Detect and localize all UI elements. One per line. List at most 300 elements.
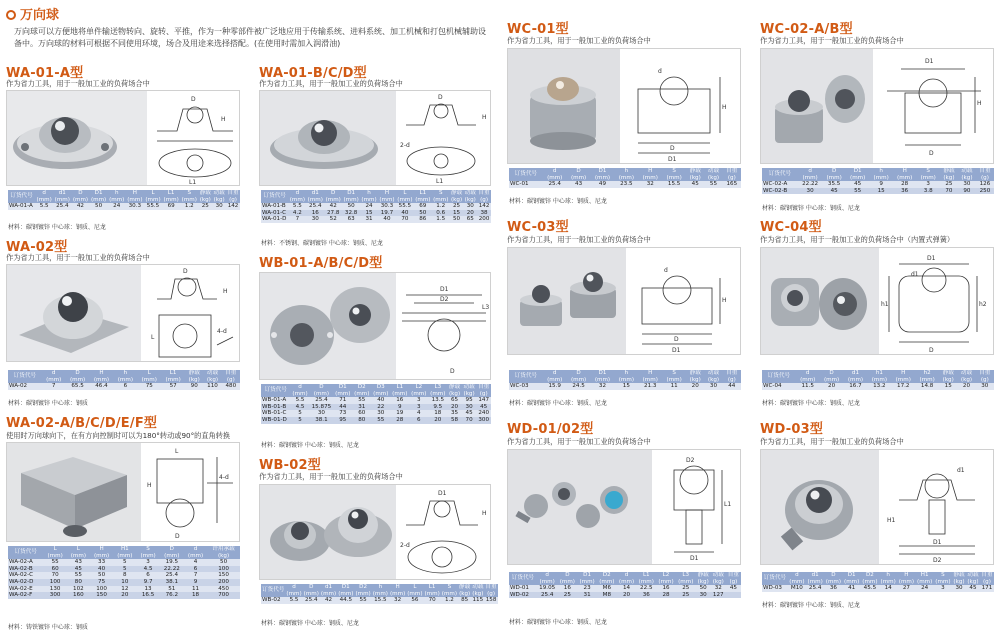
col-header: 静载 (kg) — [448, 384, 461, 397]
table-row — [261, 404, 491, 411]
cell: 22.22 — [160, 566, 184, 573]
cell: 15.5 — [662, 181, 686, 188]
svg-text:D1: D1 — [668, 156, 677, 163]
spec-table-wa01bcd — [261, 190, 491, 223]
col-header: 订货代号 — [8, 370, 42, 383]
col-header: 自重 (g) — [727, 572, 739, 585]
cell: 7 — [184, 572, 207, 579]
col-header: L3 (mm) — [676, 572, 696, 585]
cell: 33 — [90, 559, 113, 566]
cell: 32 — [711, 585, 726, 592]
cell: 55 — [354, 597, 371, 604]
col-header: 静载 (kg) — [939, 370, 957, 383]
cell: 19.5 — [160, 559, 184, 566]
col-header: S (mm) — [441, 584, 458, 597]
cell: 44 — [333, 404, 352, 411]
table-row — [762, 188, 994, 195]
cell: 15 — [450, 210, 464, 217]
catalog-heading — [6, 4, 59, 23]
col-header: 动载 (kg) — [464, 190, 476, 203]
svg-text:D: D — [183, 268, 188, 275]
spec-table-wc03 — [509, 370, 741, 390]
cell — [726, 592, 741, 599]
cell: 63 — [342, 216, 360, 223]
col-header: 订货代号 — [261, 190, 288, 203]
cell: 75 — [90, 579, 113, 586]
table-row — [509, 383, 741, 390]
cell: 25.4 — [306, 203, 324, 210]
cell: 9.7 — [136, 579, 159, 586]
cell: 9 — [184, 579, 207, 586]
svg-text:L: L — [151, 334, 155, 341]
section-title-wc02ab: WC-02-A/B型 — [760, 22, 853, 37]
cell: 9 — [869, 181, 893, 188]
cell: 45 — [726, 585, 741, 592]
cell: 85 — [458, 597, 471, 604]
col-header: h (mm) — [372, 584, 388, 597]
col-header: d1 (mm) — [54, 190, 70, 203]
cell: 4 — [184, 559, 207, 566]
section-title-wa01a: WA-01-A型 — [6, 66, 84, 81]
col-header: h (mm) — [113, 370, 137, 383]
table-header-row — [762, 572, 994, 585]
col-header: 自重 (g) — [478, 190, 490, 203]
svg-text:D1: D1 — [927, 255, 936, 262]
cell: 32 — [638, 181, 662, 188]
col-header: D3 (mm) — [373, 384, 389, 397]
svg-text:D: D — [191, 96, 196, 103]
col-header: d (mm) — [543, 370, 567, 383]
col-header: 动载 (kg) — [472, 584, 484, 597]
svg-text:L1: L1 — [436, 178, 444, 185]
cell: 22.5 — [636, 585, 656, 592]
cell: 6 — [184, 566, 207, 573]
cell: 30 — [463, 203, 477, 210]
section-desc-wa01bcd: 作为省力工具，用于一般加工业的负荷场合中 — [259, 79, 403, 88]
cell: 23 — [577, 585, 597, 592]
cell: WB-01-D — [261, 417, 291, 424]
cell: 38 — [477, 210, 491, 217]
material-note-wc01: 材料：碳钢镀锌 中心球：钢质、尼龙 — [509, 198, 607, 205]
cell: 0.6 — [432, 210, 450, 217]
svg-text:D1: D1 — [925, 58, 934, 65]
col-header: 自重 (g) — [485, 584, 497, 597]
col-header: 自重 (g) — [723, 168, 741, 181]
cell: 28 — [390, 417, 409, 424]
cell: 50 — [342, 203, 360, 210]
col-header: D1 (mm) — [591, 370, 615, 383]
col-header: L (mm) — [407, 584, 423, 597]
cell: WA-02-B — [8, 566, 44, 573]
section-desc-wa01a: 作为省力工具，用于一般加工业的负荷场合中 — [6, 79, 150, 88]
col-header: L1 (mm) — [161, 370, 185, 383]
col-header: 动载 (kg) — [704, 168, 722, 181]
col-header: 静载 (kg) — [686, 168, 704, 181]
cell: 20 — [463, 210, 477, 217]
cell: WA-02-F — [8, 592, 44, 599]
col-header: D2 (mm) — [354, 384, 370, 397]
cell: 5.5 — [288, 203, 306, 210]
cell: 55.5 — [144, 203, 162, 210]
col-header: 静载 (kg) — [199, 190, 211, 203]
table-row — [762, 181, 994, 188]
cell: 31 — [360, 216, 378, 223]
cell: 17.2 — [891, 383, 915, 390]
cell: 14 — [617, 585, 637, 592]
cell: 27.8 — [324, 210, 342, 217]
col-header: L (mm) — [67, 546, 90, 559]
cell: 19 — [390, 410, 409, 417]
cell: 60 — [44, 566, 67, 573]
col-header: 自重 (g) — [981, 572, 993, 585]
cell: 70 — [940, 188, 958, 195]
cell: 15 — [869, 188, 893, 195]
col-header: L1 (mm) — [163, 190, 179, 203]
svg-text:L1: L1 — [189, 179, 197, 186]
col-header: D1 (mm) — [577, 572, 597, 585]
table-row — [8, 566, 240, 573]
spec-table-wc02ab — [762, 168, 994, 194]
cell: 4.5 — [291, 404, 310, 411]
cell: 3 — [409, 397, 428, 404]
table-header-row — [261, 384, 491, 397]
svg-text:D: D — [670, 145, 675, 152]
table-header-row — [261, 584, 498, 597]
svg-text:D2: D2 — [440, 296, 449, 303]
cell: 15.875 — [310, 404, 334, 411]
cell: 15.9 — [543, 383, 567, 390]
section-desc-wc04: 作为省力工具，用于一般加工业的负荷场合中（内置式弹簧） — [760, 235, 955, 244]
col-header: L1 (mm) — [415, 190, 431, 203]
cell: 50 — [450, 216, 464, 223]
cell: WA-01-D — [261, 216, 288, 223]
catalog-title: 万向球 — [20, 8, 60, 23]
cell: 21.3 — [638, 383, 662, 390]
col-header: 静载 (kg) — [697, 572, 709, 585]
cell: 50 — [90, 572, 113, 579]
svg-text:L1: L1 — [724, 501, 732, 508]
cell: 30 — [952, 585, 966, 592]
cell: 142 — [478, 203, 490, 210]
spec-table-wd03 — [762, 572, 994, 592]
col-header: h (mm) — [109, 190, 125, 203]
cell: 16 — [390, 397, 409, 404]
col-header: S (mm) — [662, 370, 686, 383]
col-header: L (mm) — [145, 190, 161, 203]
col-header: 订货代号 — [261, 584, 285, 597]
product-figure-wd03 — [760, 449, 994, 565]
cell: 24 — [916, 585, 934, 592]
cell: 25 — [198, 203, 212, 210]
cell: 65 — [447, 397, 462, 404]
svg-text:d1: d1 — [957, 467, 965, 474]
cell: 49 — [591, 181, 615, 188]
cell: 5 — [291, 417, 310, 424]
cell: 165 — [723, 181, 741, 188]
table-row — [8, 592, 240, 599]
intro-paragraph: 万向球可以方便地将单件输送物转向、旋转、平推，作为一种零部件被广泛地应用于传输系统、进料系统、加工机械和打包机械辅助设备中。万向球的材料可根据不同使用环境，场合及用途来选择搭配。(在使用时需加入润滑油) — [14, 27, 486, 48]
cell: 171 — [981, 585, 993, 592]
cell: 3 — [409, 404, 428, 411]
table-header-row — [8, 190, 240, 203]
cell: 25 — [676, 585, 696, 592]
col-header: D2 (mm) — [862, 572, 878, 585]
svg-text:H: H — [221, 116, 226, 123]
cell: 13.2 — [867, 383, 891, 390]
product-figure-wd0102 — [507, 449, 741, 565]
product-figure-wb01abcd — [259, 272, 491, 380]
col-header: 动载 (kg) — [463, 384, 475, 397]
cell: 13.5 — [428, 397, 447, 404]
cell: WA-02-A — [8, 559, 44, 566]
cell: 5.5 — [35, 203, 53, 210]
spec-table-wb02 — [261, 584, 498, 604]
col-header: S (mm) — [136, 546, 159, 559]
cell: WA-02-E — [8, 586, 44, 593]
col-header: H1 (mm) — [113, 546, 136, 559]
col-header: S (mm) — [181, 190, 197, 203]
svg-text:D1: D1 — [440, 286, 449, 293]
col-header: 静载 (kg) — [450, 190, 463, 203]
col-header: 订货代号 — [261, 384, 291, 397]
cell: 4.5 — [136, 566, 159, 573]
col-header: 订货代号 — [762, 572, 788, 585]
col-header: 静载 (kg) — [953, 572, 965, 585]
svg-text:H: H — [482, 510, 487, 517]
svg-text:H: H — [223, 288, 228, 295]
cell: 40 — [396, 210, 414, 217]
cell: 18 — [428, 410, 447, 417]
table-row — [509, 181, 741, 188]
col-header: H (mm) — [90, 546, 113, 559]
col-header: D1 (mm) — [343, 190, 359, 203]
cell: WA-02-C — [8, 572, 44, 579]
col-header: d (mm) — [289, 190, 305, 203]
material-note-wd03: 材料：碳钢镀锌 中心球：钢质、尼龙 — [762, 602, 860, 609]
col-header: 静载 (kg) — [940, 168, 958, 181]
cell: 14 — [879, 585, 897, 592]
col-header: H (mm) — [90, 370, 114, 383]
col-header: 动载 (kg) — [213, 190, 225, 203]
cell: 30 — [976, 383, 994, 390]
material-note-wa02: 材料：碳钢镀锌 中心球：钢质 — [8, 400, 88, 407]
cell: WD-01 — [509, 585, 537, 592]
cell: 1.2 — [441, 597, 458, 604]
col-header: S (mm) — [935, 572, 951, 585]
cell: 95 — [333, 417, 352, 424]
cell: 70 — [396, 216, 414, 223]
col-header: h2 (mm) — [915, 370, 939, 383]
cell: 16 — [306, 210, 324, 217]
product-figure-wc01 — [507, 48, 741, 164]
col-header: 动载 (kg) — [203, 370, 221, 383]
table-row — [261, 216, 491, 223]
col-header: D (mm) — [72, 190, 89, 203]
cell: 5 — [291, 410, 310, 417]
cell: 127 — [711, 592, 726, 599]
cell: 100 — [44, 579, 67, 586]
wa01a-illustration — [7, 91, 240, 186]
col-header: D2 (mm) — [355, 584, 371, 597]
material-note-wa01a: 材料：碳钢镀锌 中心球：钢质、尼龙 — [8, 224, 106, 231]
cell: 25 — [676, 592, 696, 599]
table-row — [8, 572, 240, 579]
svg-text:H: H — [147, 482, 152, 489]
col-header: d1 (mm) — [307, 190, 323, 203]
col-header: d (mm) — [789, 572, 805, 585]
cell: 35.5 — [822, 181, 846, 188]
svg-text:D2: D2 — [686, 457, 695, 464]
col-header: D (mm) — [567, 168, 591, 181]
cell: 4 — [409, 410, 428, 417]
material-note-wd0102: 材料：碳钢镀锌 中心球：钢质、尼龙 — [509, 619, 607, 626]
cell: 20 — [957, 383, 975, 390]
cell: 25 — [557, 592, 577, 599]
cell: 15.5 — [372, 597, 389, 604]
cell: 70 — [44, 572, 67, 579]
cell: 69 — [414, 203, 432, 210]
svg-text:D: D — [175, 533, 180, 540]
col-header: 订货代号 — [8, 190, 35, 203]
cell: 30 — [462, 404, 477, 411]
spec-table-wd0102 — [509, 572, 741, 598]
col-header: 动载 (kg) — [704, 370, 722, 383]
wc04-illustration — [761, 248, 994, 355]
svg-text:h1: h1 — [881, 301, 889, 308]
col-header: d1 (mm) — [807, 572, 823, 585]
cell: 16.5 — [136, 592, 159, 599]
cell: 1.5 — [432, 216, 450, 223]
cell: 200 — [478, 216, 490, 223]
table-row — [509, 592, 741, 599]
cell: 32 — [389, 597, 406, 604]
cell: 480 — [222, 383, 240, 390]
cell: 80 — [352, 417, 371, 424]
cell: 300 — [478, 416, 490, 423]
cell: 27 — [897, 585, 915, 592]
col-header: H (mm) — [127, 190, 143, 203]
col-header: D (mm) — [303, 584, 319, 597]
cell: 158 — [485, 597, 497, 604]
cell: 44 — [723, 383, 741, 390]
cell: 142 — [227, 203, 239, 210]
col-header: D2 (mm) — [597, 572, 617, 585]
col-header: H (mm) — [379, 190, 395, 203]
col-header: H (mm) — [389, 584, 406, 597]
cell: 45 — [686, 181, 704, 188]
col-header: h (mm) — [614, 370, 638, 383]
cell: 45 — [476, 404, 491, 411]
cell: 52 — [324, 216, 342, 223]
col-header: d (mm) — [42, 370, 66, 383]
cell: 38.1 — [310, 417, 334, 424]
spec-table-wc01 — [509, 168, 741, 188]
cell: 55 — [44, 559, 67, 566]
cell: 60 — [352, 410, 371, 417]
wa02af-illustration — [7, 443, 240, 542]
cell: 43 — [567, 181, 591, 188]
cell: WB-01-C — [261, 410, 291, 417]
cell: 31 — [577, 592, 597, 599]
col-header: d (mm) — [796, 370, 820, 383]
svg-text:L: L — [175, 448, 179, 455]
cell: 36 — [636, 592, 656, 599]
col-header: H (mm) — [638, 168, 662, 181]
cell: 25 — [450, 203, 464, 210]
col-header: 订货代号 — [509, 168, 543, 181]
section-title-wc01: WC-01型 — [507, 22, 569, 37]
cell: 55 — [371, 417, 390, 424]
col-header: D1 (mm) — [338, 584, 354, 597]
cell: 55 — [67, 572, 90, 579]
cell: 18 — [184, 592, 207, 599]
cell: 20 — [428, 417, 447, 424]
cell: 25 — [940, 181, 958, 188]
table-header-row — [8, 370, 240, 383]
svg-text:D1: D1 — [672, 347, 681, 354]
cell: 25.4 — [303, 597, 320, 604]
svg-text:h2: h2 — [979, 301, 987, 308]
cell: WA-01-C — [261, 210, 288, 217]
table-row — [261, 417, 491, 424]
wc01-illustration — [508, 49, 741, 164]
cell: 300 — [44, 592, 67, 599]
cell: 126 — [976, 181, 994, 188]
cell: 45.5 — [861, 585, 879, 592]
cell: 22.22 — [798, 181, 823, 188]
cell: 20 — [686, 383, 704, 390]
col-header: L (mm) — [397, 190, 413, 203]
svg-text:d: d — [658, 68, 662, 75]
cell: 80 — [67, 579, 90, 586]
cell: 65.5 — [66, 383, 90, 390]
col-header: H (mm) — [893, 168, 917, 181]
cell: 28 — [656, 592, 676, 599]
cell: 11 — [662, 383, 686, 390]
wc03-illustration — [508, 248, 741, 355]
cell: 30 — [212, 203, 226, 210]
col-header: 自重 (g) — [723, 370, 741, 383]
col-header: 静载 (kg) — [686, 370, 704, 383]
cell: 30 — [704, 383, 722, 390]
cell: 45 — [67, 566, 90, 573]
cell: 30 — [696, 592, 711, 599]
section-desc-wd0102: 作为省力工具，用于一般加工业的负荷场合中 — [507, 437, 651, 446]
section-title-wc04: WC-04型 — [760, 220, 822, 235]
col-header: D1 (mm) — [846, 168, 870, 181]
table-row — [261, 397, 491, 404]
svg-text:d1: d1 — [911, 271, 919, 278]
cell: 45 — [462, 410, 477, 417]
cell: 45 — [822, 188, 846, 195]
cell: 45 — [966, 585, 980, 592]
spec-table-wb01abcd — [261, 384, 491, 424]
cell: 10 — [113, 579, 136, 586]
cell: 4.2 — [288, 210, 306, 217]
col-header: h1 (mm) — [867, 370, 891, 383]
cell: 3 — [136, 559, 159, 566]
cell: WD-02 — [509, 592, 537, 599]
cell: 24 — [360, 203, 378, 210]
col-header: D (mm) — [567, 370, 591, 383]
table-row — [261, 203, 491, 210]
cell: 30 — [958, 181, 976, 188]
cell: 51 — [160, 586, 184, 593]
cell: WB-01-B — [261, 404, 291, 411]
table-row — [509, 585, 741, 592]
cell: 11 — [184, 586, 207, 593]
product-figure-wa02af — [6, 442, 240, 542]
